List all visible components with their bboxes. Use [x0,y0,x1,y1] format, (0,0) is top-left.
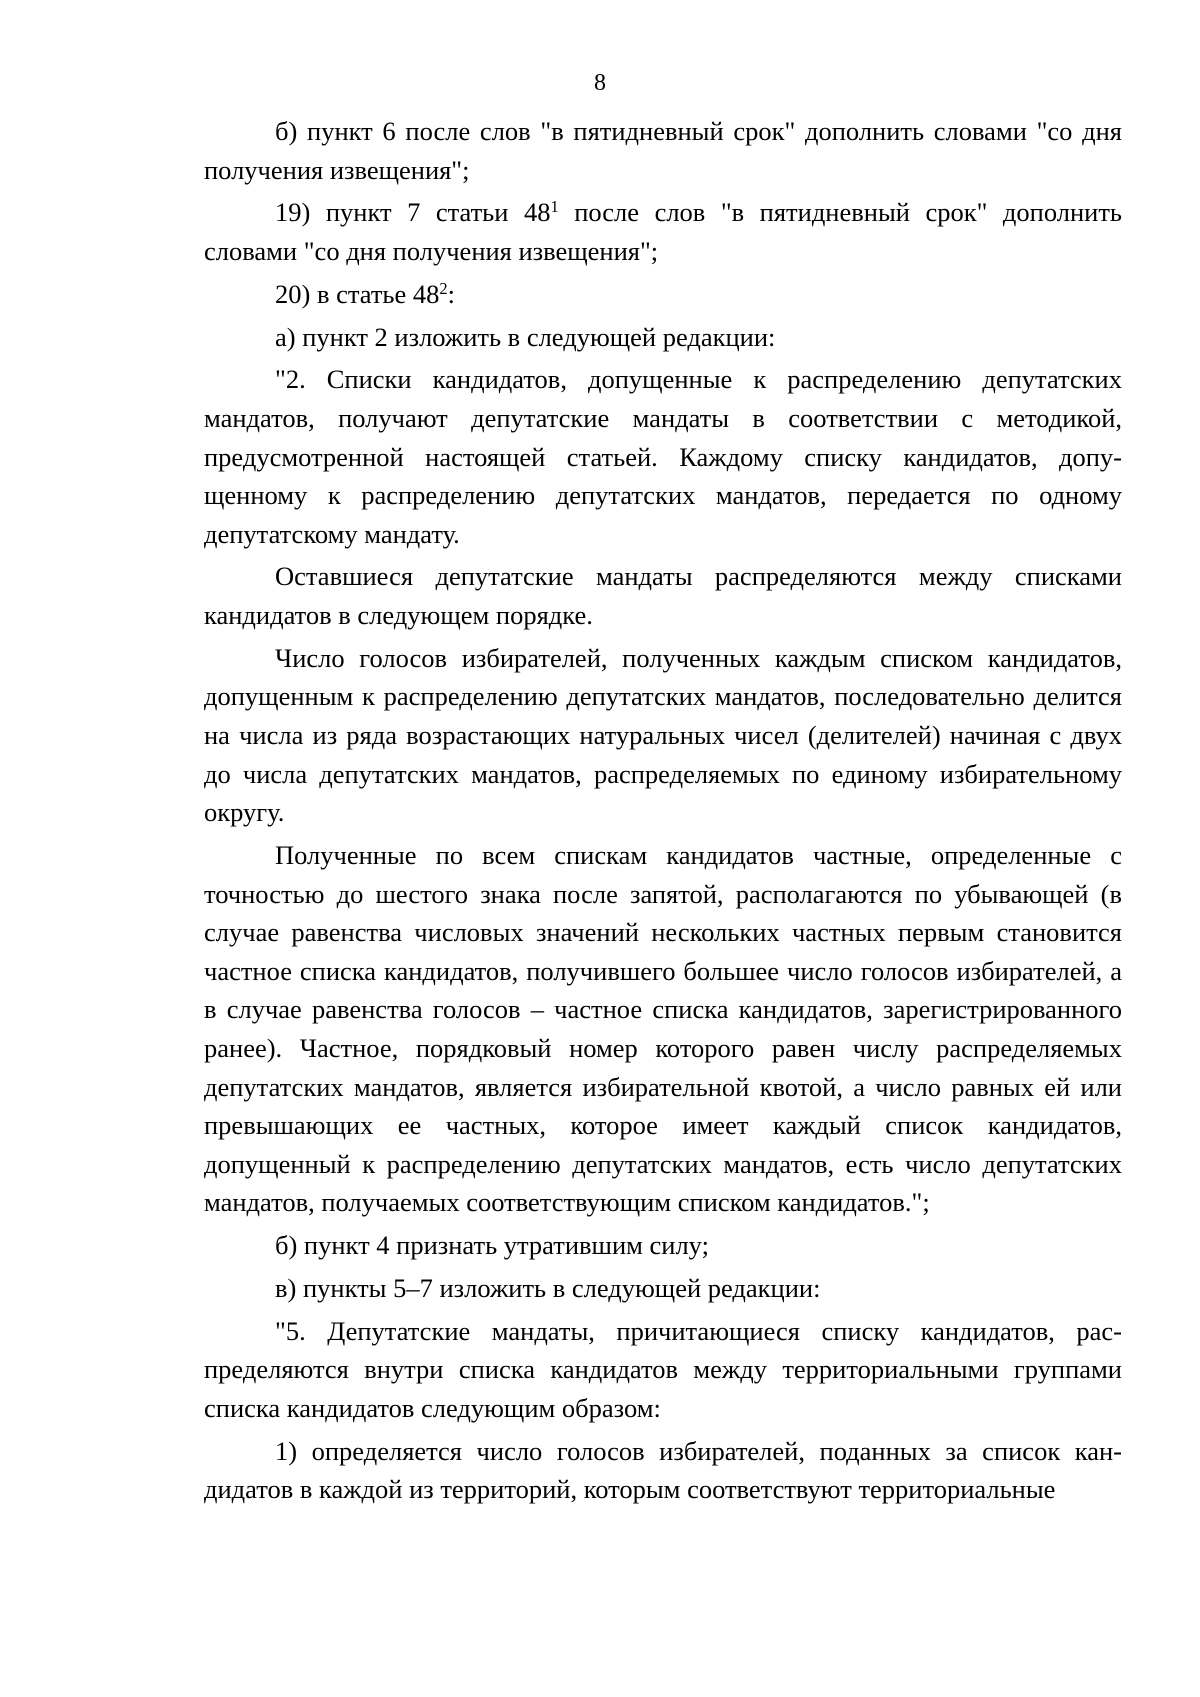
paragraph-electoral-quota: Полученные по всем спискам кандидатов частные, определенные с точностью до шестого знака после запятой, располагаются по убывающей (в случае равенства числовых значений нескольких частных первым становится частное списка кандидатов, получившего большее число голосов избирателей, а в случае равенства голосов – частное списка кандидатов, зарегистрированного ранее). Частное, порядковый номер которого равен числу распределяемых депутатских мандатов, является избирательной квотой, а число равных ей или превышающих ее частных, которое имеет каждый список кандидатов, допущенный к распределению депутатских мандатов, есть число депутатских мандатов, получаемых соответствующим списком кандидатов."; [204,840,1122,1218]
paragraph-item-19 [204,193,1122,270]
page-number: 8 [594,70,606,96]
paragraph-item-20 [204,275,1122,314]
document-body [204,112,1122,1513]
paragraph-divisor-method: Число голосов избирателей, полученных каждым списком кандидатов, допущенным к распределению депутатских мандатов, последовательно делится на числа из ряда возрастающих натуральных чисел (делителей) начиная с двух до числа депутатских мандатов, распределяемых по единому избирательному округу. [204,642,1122,828]
paragraph-point-5: "5. Депутатские мандаты, причитающиеся списку кандидатов, распределяются внутри списка кандидатов между территориальными группами списка кандидатов следующим образом: [204,1315,1122,1423]
article-superscript: 2 [439,278,448,298]
paragraph-remaining-mandates: Оставшиеся депутатские мандаты распределяются между списками кандидатов в следующем порядке. [204,561,1122,631]
paragraph-amend-a: а) пункт 2 изложить в следующей редакции: [275,321,776,352]
paragraph-item-19-lead: 19) пункт 7 статьи 48 [275,197,551,228]
article-superscript: 1 [550,197,559,217]
paragraph-amend-v: в) пункты 5–7 изложить в следующей редакции: [275,1272,821,1303]
paragraph-amend-b-point-6: б) пункт 6 после слов "в пятидневный срок" дополнить словами "со дня получения извещения"; [204,116,1122,185]
paragraph-item-20-rest: : [447,278,455,309]
paragraph-item-19-rest: после слов "в пятидневный срок" дополнить словами "со дня получения извещения"; [204,197,1122,266]
paragraph-amend-b-point-4: б) пункт 4 признать утратившим силу; [275,1230,709,1261]
paragraph-item-20-lead: 20) в статье 48 [275,278,440,309]
paragraph-point-2: "2. Списки кандидатов, допущенные к распределению депутатских мандатов, получают депутатские мандаты в соответствии с методикой, предусмотренной настоящей статьей. Каждому списку кандидатов, допущенному к распределению депутатских мандатов, передается по одному депутатскому мандату. [204,364,1122,549]
paragraph-subitem-1: 1) определяется число голосов избирателей, поданных за список кандидатов в каждой из территорий, которым соответствуют территориальные [204,1435,1122,1505]
